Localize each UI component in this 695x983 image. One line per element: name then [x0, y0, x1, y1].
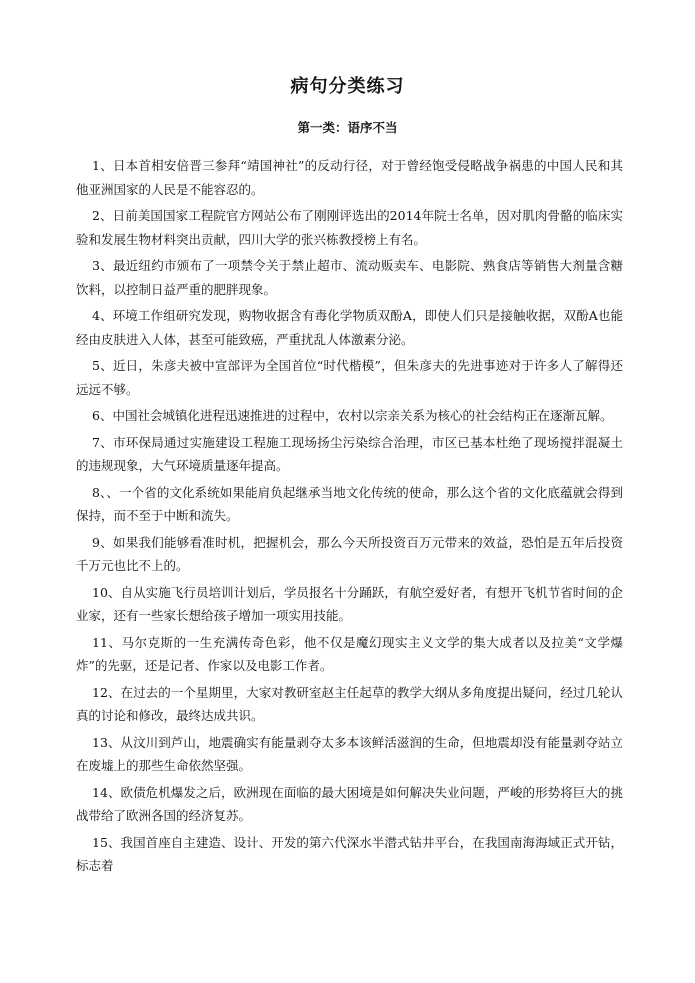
exercise-item: 1、日本首相安倍晋三参拜“靖国神社”的反动行径，对于曾经饱受侵略战争祸患的中国人民和其他亚洲国家的人民是不能容忍的。	[76, 158, 623, 197]
exercise-item: 13、从汶川到芦山，地震确实有能量剥夺太多本该鲜活滋润的生命，但地震却没有能量剥夺站立在废墟上的那些生命依然坚强。	[76, 734, 623, 773]
exercise-item: 14、欧债危机爆发之后，欧洲现在面临的最大困境是如何解决失业问题，严峻的形势将巨大的挑战带给了欧洲各国的经济复苏。	[76, 784, 623, 823]
exercise-item: 4、环境工作组研究发现，购物收据含有毒化学物质双酚A，即使人们只是接触收据，双酚A也能经由皮肤进入人体，甚至可能致癌，严重扰乱人体激素分泌。	[76, 308, 623, 347]
exercise-item: 12、在过去的一个星期里，大家对教研室赵主任起草的教学大纲从多角度提出疑问，经过几轮认真的讨论和修改，最终达成共识。	[76, 684, 623, 723]
exercise-item: 7、市环保局通过实施建设工程施工现场扬尘污染综合治理，市区已基本杜绝了现场搅拌混凝土的违规现象，大气环境质量逐年提高。	[76, 434, 623, 473]
exercise-item: 11、马尔克斯的一生充满传奇色彩，他不仅是魔幻现实主义文学的集大成者以及拉美“文学爆炸”的先驱，还是记者、作家以及电影工作者。	[76, 634, 623, 673]
exercise-item: 2、日前美国国家工程院官方网站公布了刚刚评选出的2014年院士名单，因对肌肉骨骼的临床实验和发展生物材料突出贡献，四川大学的张兴栋教授榜上有名。	[76, 208, 623, 247]
exercise-item: 8、、一个省的文化系统如果能肩负起继承当地文化传统的使命，那么这个省的文化底蕴就会得到保持，而不至于中断和流失。	[76, 484, 623, 523]
exercise-item: 5、近日，朱彦夫被中宣部评为全国首位“时代楷模”，但朱彦夫的先进事迹对于许多人了解得还远远不够。	[76, 358, 623, 397]
page-title: 病句分类练习	[290, 76, 405, 97]
exercise-item: 6、中国社会城镇化进程迅速推进的过程中，农村以宗亲关系为核心的社会结构正在逐渐瓦解。	[92, 408, 613, 423]
exercise-item: 3、最近纽约市颁布了一项禁令关于禁止超市、流动贩卖车、电影院、熟食店等销售大剂量含糖饮料，以控制日益严重的肥胖现象。	[76, 258, 623, 297]
exercise-item: 10、自从实施飞行员培训计划后，学员报名十分踊跃，有航空爱好者，有想开飞机节省时间的企业家，还有一些家长想给孩子增加一项实用技能。	[76, 584, 623, 623]
exercise-list	[76, 154, 623, 881]
exercise-item: 15、我国首座自主建造、设计、开发的第六代深水半潜式钻井平台，在我国南海海域正式开钻，标志着	[76, 834, 623, 873]
exercise-item: 9、如果我们能够看准时机，把握机会，那么今天所投资百万元带来的效益，恐怕是五年后投资千万元也比不上的。	[76, 534, 623, 573]
section-heading: 第一类：语序不当	[297, 120, 398, 135]
